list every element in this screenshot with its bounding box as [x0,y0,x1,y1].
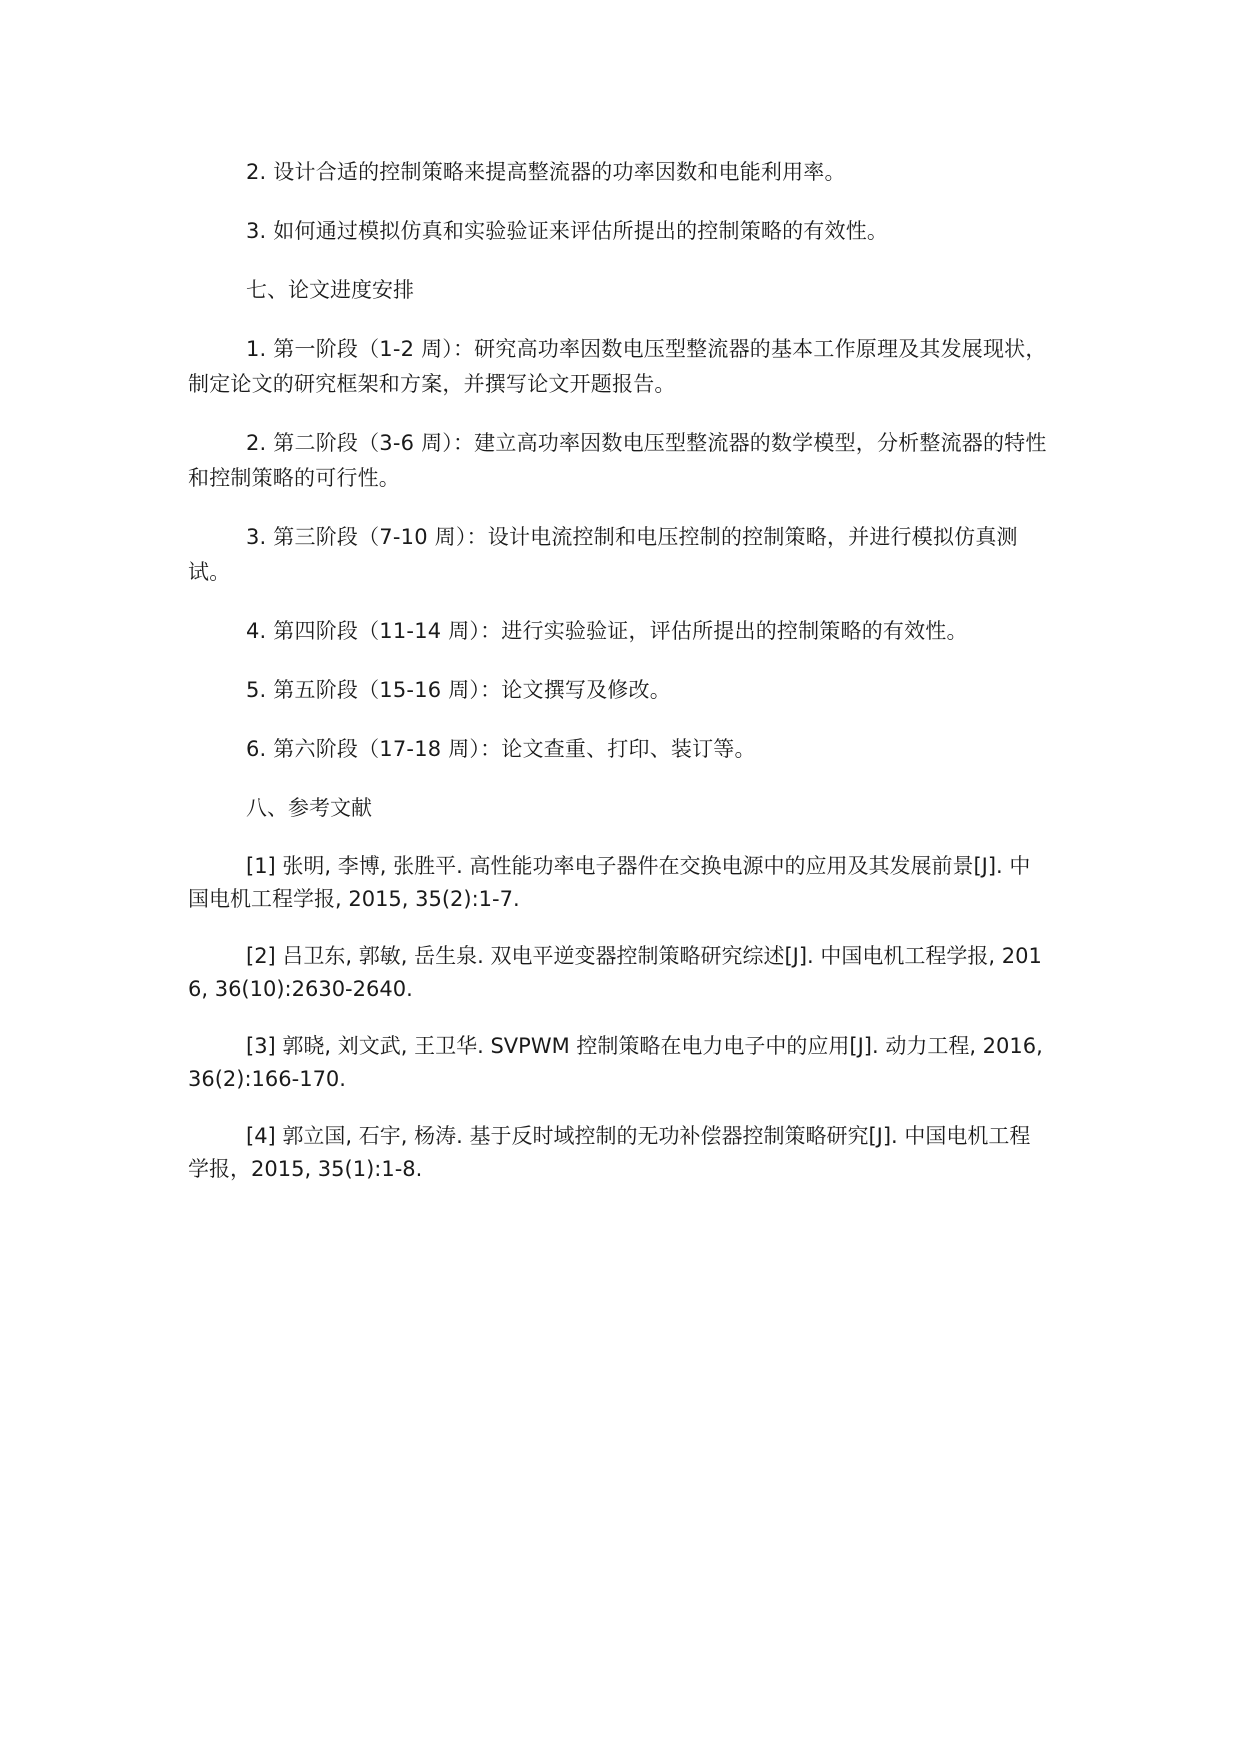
reference-1: [1] 张明, 李博, 张胜平. 高性能功率电子器件在交换电源中的应用及其发展前景[J]. 中国电机工程学报, 2015, 35(2):1-7. [188,854,1031,911]
document-body [188,155,1050,1210]
schedule-stage-4: 4. 第四阶段（11-14 周）：进行实验验证，评估所提出的控制策略的有效性。 [246,619,968,643]
reference-2: [2] 吕卫东, 郭敏, 岳生泉. 双电平逆变器控制策略研究综述[J]. 中国电机工程学报, 2016, 36(10):2630-2640. [188,944,1042,1001]
schedule-stage-5: 5. 第五阶段（15-16 周）：论文撰写及修改。 [246,678,671,702]
section-heading-references: 八、参考文献 [246,796,372,820]
research-question-2: 2. 设计合适的控制策略来提高整流器的功率因数和电能利用率。 [246,160,846,184]
reference-3: [3] 郭晓, 刘文武, 王卫华. SVPWM 控制策略在电力电子中的应用[J]. 动力工程, 2016,36(2):166-170. [188,1034,1043,1091]
section-heading-schedule: 七、论文进度安排 [246,278,414,302]
schedule-stage-1: 1. 第一阶段（1-2 周）：研究高功率因数电压型整流器的基本工作原理及其发展现状，制定论文的研究框架和方案，并撰写论文开题报告。 [188,337,1047,396]
research-question-3: 3. 如何通过模拟仿真和实验验证来评估所提出的控制策略的有效性。 [246,219,889,243]
schedule-stage-2: 2. 第二阶段（3-6 周）：建立高功率因数电压型整流器的数学模型，分析整流器的特性和控制策略的可行性。 [188,431,1047,490]
schedule-stage-6: 6. 第六阶段（17-18 周）：论文查重、打印、装订等。 [246,737,756,761]
schedule-stage-3: 3. 第三阶段（7-10 周）：设计电流控制和电压控制的控制策略，并进行模拟仿真测试。 [188,525,1018,584]
reference-4: [4] 郭立国, 石宇, 杨涛. 基于反时域控制的无功补偿器控制策略研究[J]. 中国电机工程学报，2015, 35(1):1-8. [188,1124,1031,1181]
